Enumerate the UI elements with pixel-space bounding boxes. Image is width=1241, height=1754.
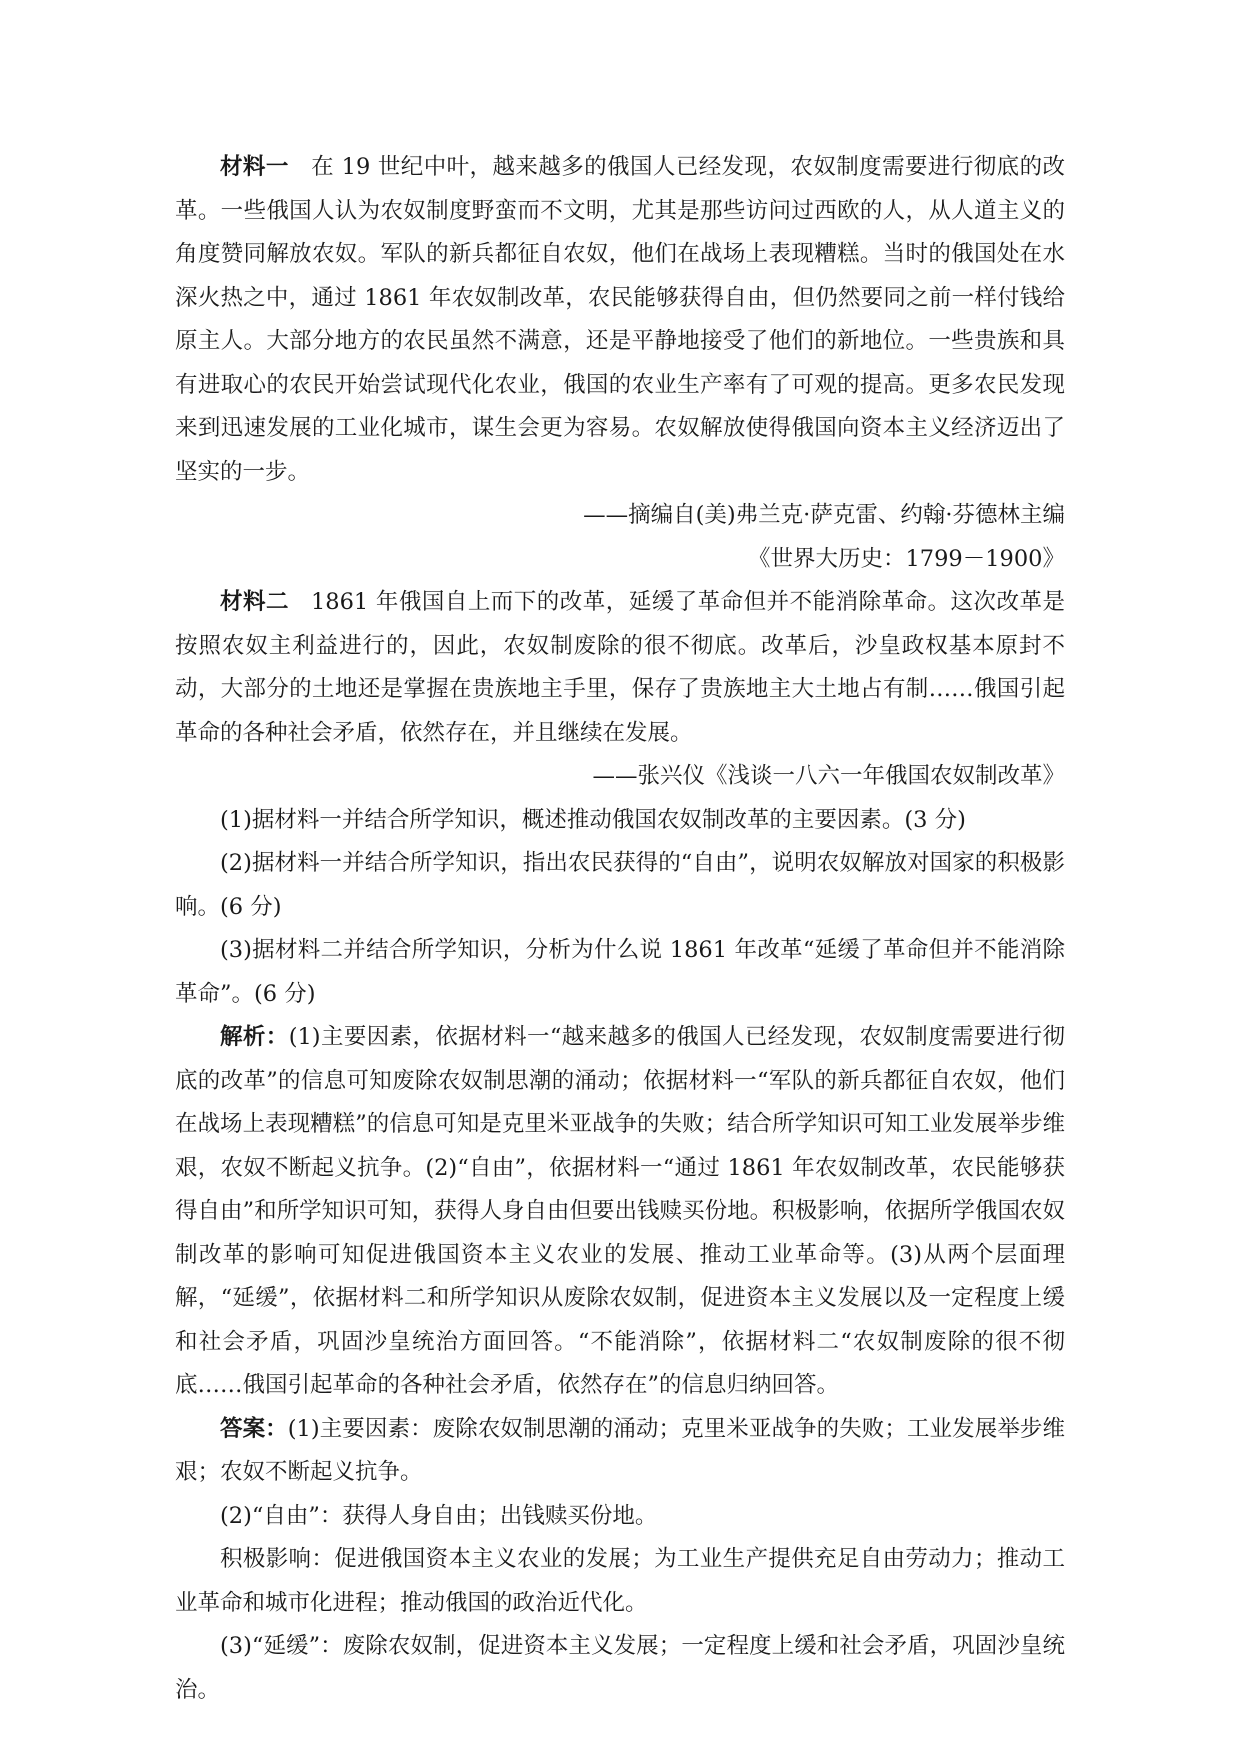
answer-item2b: 积极影响：促进俄国资本主义农业的发展；为工业生产提供充足自由劳动力；推动工业革命和城市化进程；推动俄国的政治近代化。 xyxy=(175,1546,1065,1616)
material1-paragraph xyxy=(175,146,1065,494)
material1-text: 在 19 世纪中叶，越来越多的俄国人已经发现，农奴制度需要进行彻底的改革。一些俄国人认为农奴制度野蛮而不文明，尤其是那些访问过西欧的人，从人道主义的角度赞同解放农奴。军队的新兵都征自农奴，他们在战场上表现糟糕。当时的俄国处在水深火热之中，通过 1861 年农奴制改革，农民能够获得自由，但仍然要同之前一样付钱给原主人。大部分地方的农民虽然不满意，还是平静地接受了他们的新地位。一些贵族和具有进取心的农民开始尝试现代化农业，俄国的农业生产率有了可观的提高。更多农民发现来到迅速发展的工业化城市，谋生会更为容易。农奴解放使得俄国向资本主义经济迈出了坚实的一步。 xyxy=(175,154,1065,485)
material2-text: 1861 年俄国自上而下的改革，延缓了革命但并不能消除革命。这次改革是按照农奴主利益进行的，因此，农奴制废除的很不彻底。改革后，沙皇政权基本原封不动，大部分的土地还是掌握在贵族地主手里，保存了贵族地主大土地占有制……俄国引起革命的各种社会矛盾，依然存在，并且继续在发展。 xyxy=(175,589,1065,746)
material1-label: 材料一 xyxy=(220,154,289,180)
document-page xyxy=(175,146,1065,1712)
question-2: (2)据材料一并结合所学知识，指出农民获得的“自由”，说明农奴解放对国家的积极影响。(6 分) xyxy=(175,850,1065,920)
material2-source: ——张兴仪《浅谈一八六一年俄国农奴制改革》 xyxy=(592,763,1065,789)
answer-paragraph xyxy=(175,1408,1065,1495)
material1-source-line2: 《世界大历史：1799－1900》 xyxy=(747,545,1065,572)
answer-item3: (3)“延缓”：废除农奴制，促进资本主义发展；一定程度上缓和社会矛盾，巩固沙皇统治。 xyxy=(175,1633,1065,1703)
material1-source-line1: ——摘编自(美)弗兰克·萨克雷、约翰·芬德林主编 xyxy=(583,502,1065,528)
answer-item2: (2)“自由”：获得人身自由；出钱赎买份地。 xyxy=(220,1502,658,1529)
material2-label: 材料二 xyxy=(220,589,289,615)
question-3: (3)据材料二并结合所学知识，分析为什么说 1861 年改革“延缓了革命但并不能消除革命”。(6 分) xyxy=(175,937,1065,1007)
analysis-text: (1)主要因素，依据材料一“越来越多的俄国人已经发现，农奴制度需要进行彻底的改革”的信息可知废除农奴制思潮的涌动；依据材料一“军队的新兵都征自农奴，他们在战场上表现糟糕”的信息可知是克里米亚战争的失败；结合所学知识可知工业发展举步维艰，农奴不断起义抗争。(2)“自由”，依据材料一“通过 1861 年农奴制改革，农民能够获得自由”和所学知识可知，获得人身自由但要出钱赎买份地。积极影响，依据所学俄国农奴制改革的影响可知促进俄国资本主义农业的发展、推动工业革命等。(3)从两个层面理解，“延缓”，依据材料二和所学知识从废除农奴制，促进资本主义发展以及一定程度上缓和社会矛盾，巩固沙皇统治方面回答。“不能消除”，依据材料二“农奴制废除的很不彻底……俄国引起革命的各种社会矛盾，依然存在”的信息归纳回答。 xyxy=(175,1024,1065,1398)
analysis-label: 解析： xyxy=(220,1024,289,1050)
answer-label: 答案： xyxy=(220,1415,288,1442)
material2-paragraph xyxy=(175,581,1065,755)
analysis-paragraph xyxy=(175,1016,1065,1408)
question-1: (1)据材料一并结合所学知识，概述推动俄国农奴制改革的主要因素。(3 分) xyxy=(220,806,966,833)
answer-item1: (1)主要因素：废除农奴制思潮的涌动；克里米亚战争的失败；工业发展举步维艰；农奴不断起义抗争。 xyxy=(175,1415,1065,1485)
